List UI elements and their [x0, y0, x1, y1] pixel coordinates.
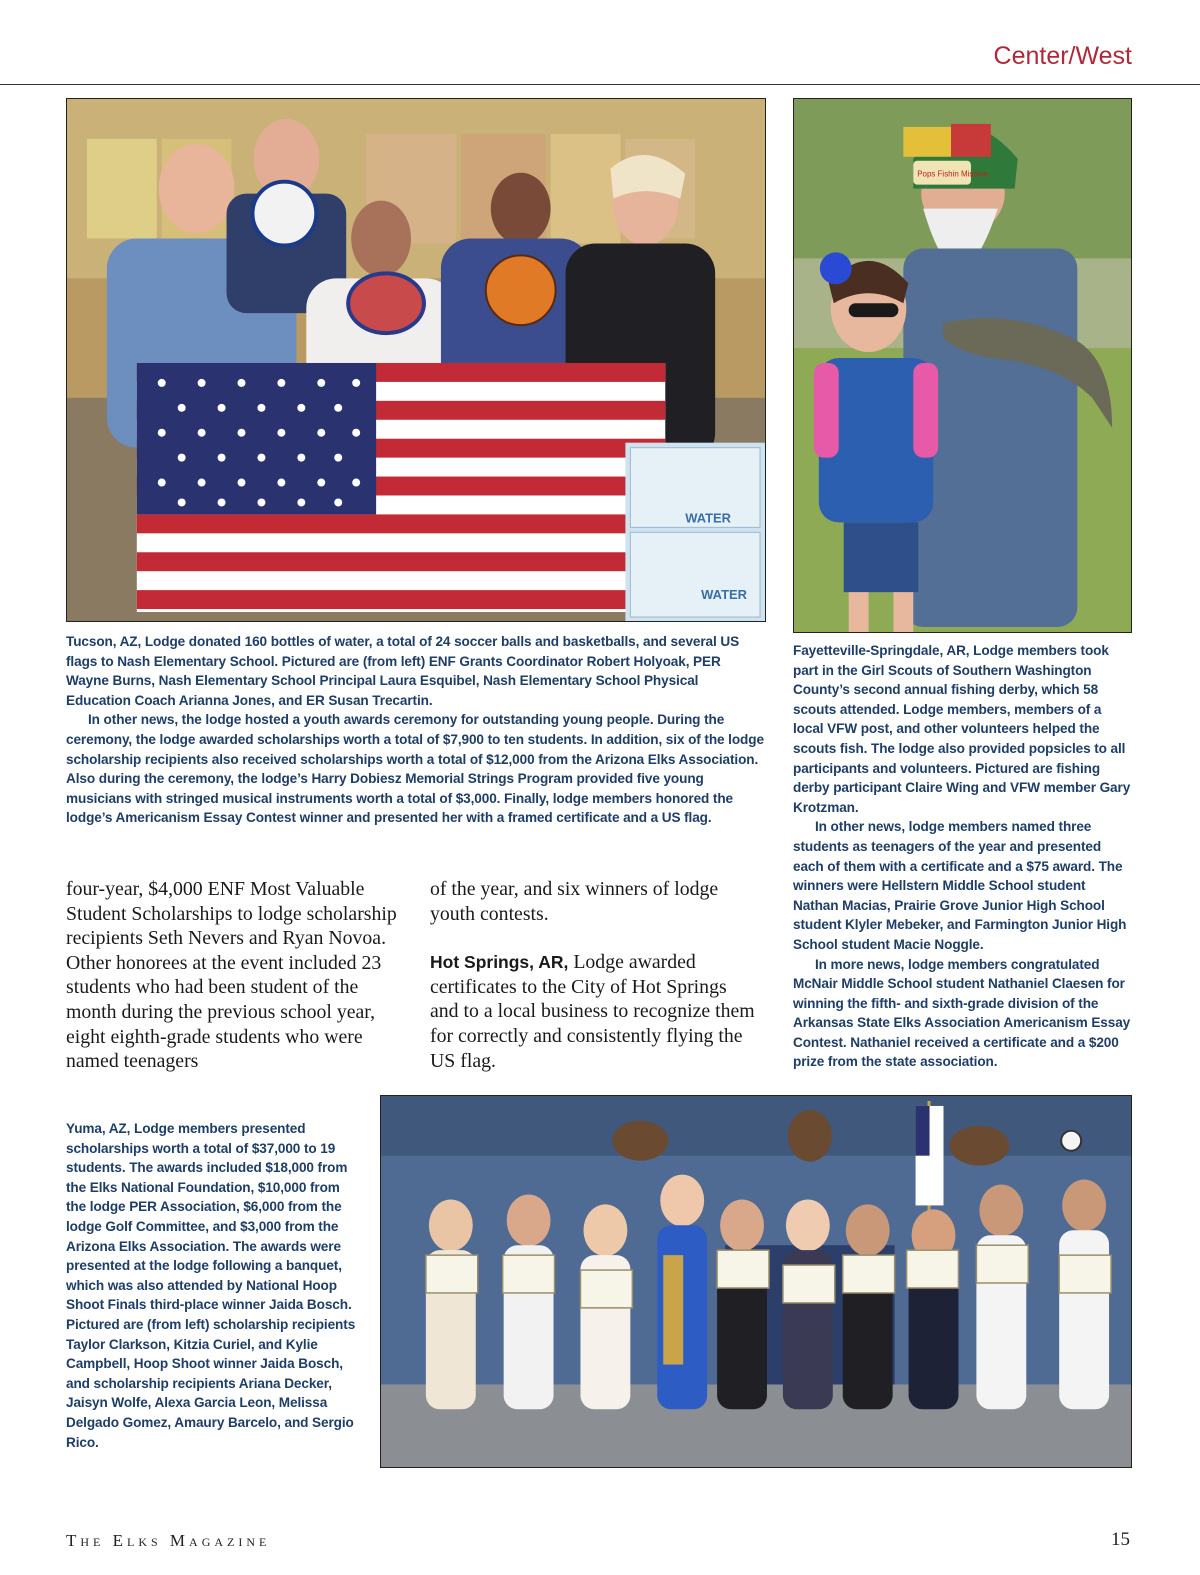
- page-number: 15: [1111, 1529, 1130, 1550]
- tucson-caption: [66, 632, 766, 828]
- body-col2-continuation: of the year, and six winners of lodge youth contests.: [430, 878, 719, 925]
- footer-magazine-title: The Elks Magazine: [66, 1531, 271, 1550]
- fayetteville-caption-p3: In more news, lodge members congratulated McNair Middle School student Nathaniel Claesen for winning the fifth- and sixth-grade division of the Arkansas State Elks Association Americanism Essay Contest. Nathaniel received a certificate and a $200 prize from the state association.: [793, 956, 1131, 1070]
- fayetteville-place: Fayetteville-Springdale, AR,: [793, 643, 970, 658]
- yuma-photo: [380, 1095, 1132, 1468]
- header-rule: [0, 84, 1200, 85]
- section-label: Center/West: [993, 42, 1132, 70]
- fayetteville-caption: [793, 641, 1133, 1072]
- yuma-caption-p1: Lodge members presented scholarships worth a total of $37,000 to 19 students. The awards included $18,000 from the Elks National Foundation, $10,000 from the lodge PER Association, $6,000 from the lodge Golf Committee, and $3,000 from the Arizona Elks Association. The awards were presented at the lodge following a banquet, which was also attended by National Hoop Shoot Finals third-place winner Jaida Bosch. Pictured are (from left) scholarship recipients Taylor Clarkson, Kitzia Curiel, and Kylie Campbell, Hoop Shoot winner Jaida Bosch, and scholarship recipients Ariana Decker, Jaisyn Wolfe, Alexa Garcia Leon, Melissa Delgado Gomez, Amaury Barcelo, and Sergio Rico.: [66, 1121, 356, 1450]
- body-column-1: [66, 877, 404, 1074]
- tucson-caption-p2: In other news, the lodge hosted a youth awards ceremony for outstanding young people. During the ceremony, the lodge awarded scholarships worth a total of $7,900 to ten students. In addition, six of the lodge scholarship recipients also received scholarships worth a total of $12,000 from the Arizona Elks Association. Also during the ceremony, the lodge’s Harry Dobiesz Memorial Strings Program provided five young musicians with stringed musical instruments worth a total of $3,000. Finally, lodge members honored the lodge’s Americanism Essay Contest winner and presented her with a framed certificate and a US flag.: [66, 712, 764, 826]
- water-label-2: WATER: [701, 587, 747, 603]
- tucson-caption-p1: Lodge donated 160 bottles of water, a total of 24 soccer balls and basketballs, and several US flags to Nash Elementary School. Pictured are (from left) ENF Grants Coordinator Robert Holyoak, PER Wayne Burns, Nash Elementary School Principal Laura Esquibel, Nash Elementary School Physical Education Coach Arianna Jones, and ER Susan Trecartin.: [66, 634, 740, 708]
- body-column-2: [430, 877, 760, 1073]
- tucson-place: Tucson, AZ,: [66, 634, 142, 649]
- hat-text: Pops Fishin Mission: [917, 169, 988, 179]
- water-label-1: WATER: [685, 510, 732, 526]
- yuma-caption: [66, 1119, 358, 1452]
- hotsprings-place: Hot Springs, AR,: [430, 952, 569, 973]
- fayetteville-caption-p2: In other news, lodge members named three students as teenagers of the year and presented each of them with a certificate and a $75 award. The winners were Hellstern Middle School student Nathan Macias, Prairie Grove Junior High School student Klyler Mebeker, and Farmington Junior High School student Macie Noggle.: [793, 819, 1127, 952]
- body-col1-text: four-year, $4,000 ENF Most Valuable Student Scholarships to lodge scholarship recipients Seth Nevers and Ryan Novoa. Other honorees at the event included 23 students who had been student of the month during the previous school year, eight eighth-grade students who were named teenagers: [66, 878, 397, 1073]
- fayetteville-caption-p1: Lodge members took part in the Girl Scouts of Southern Washington County’s second annual fishing derby, which 58 scouts attended. Lodge members, members of a local VFW post, and other volunteers helped the scouts fish. The lodge also provided popsicles to all participants and volunteers. Pictured are fishing derby participant Claire Wing and VFW member Gary Krotzman.: [793, 643, 1131, 815]
- hotsprings-text: Lodge awarded certificates to the City of Hot Springs and to a local business to recognize them for correctly and consistently flying the US flag.: [430, 951, 755, 1072]
- yuma-place: Yuma, AZ,: [66, 1121, 131, 1136]
- fayetteville-photo: [793, 98, 1132, 633]
- tucson-photo: [66, 98, 766, 622]
